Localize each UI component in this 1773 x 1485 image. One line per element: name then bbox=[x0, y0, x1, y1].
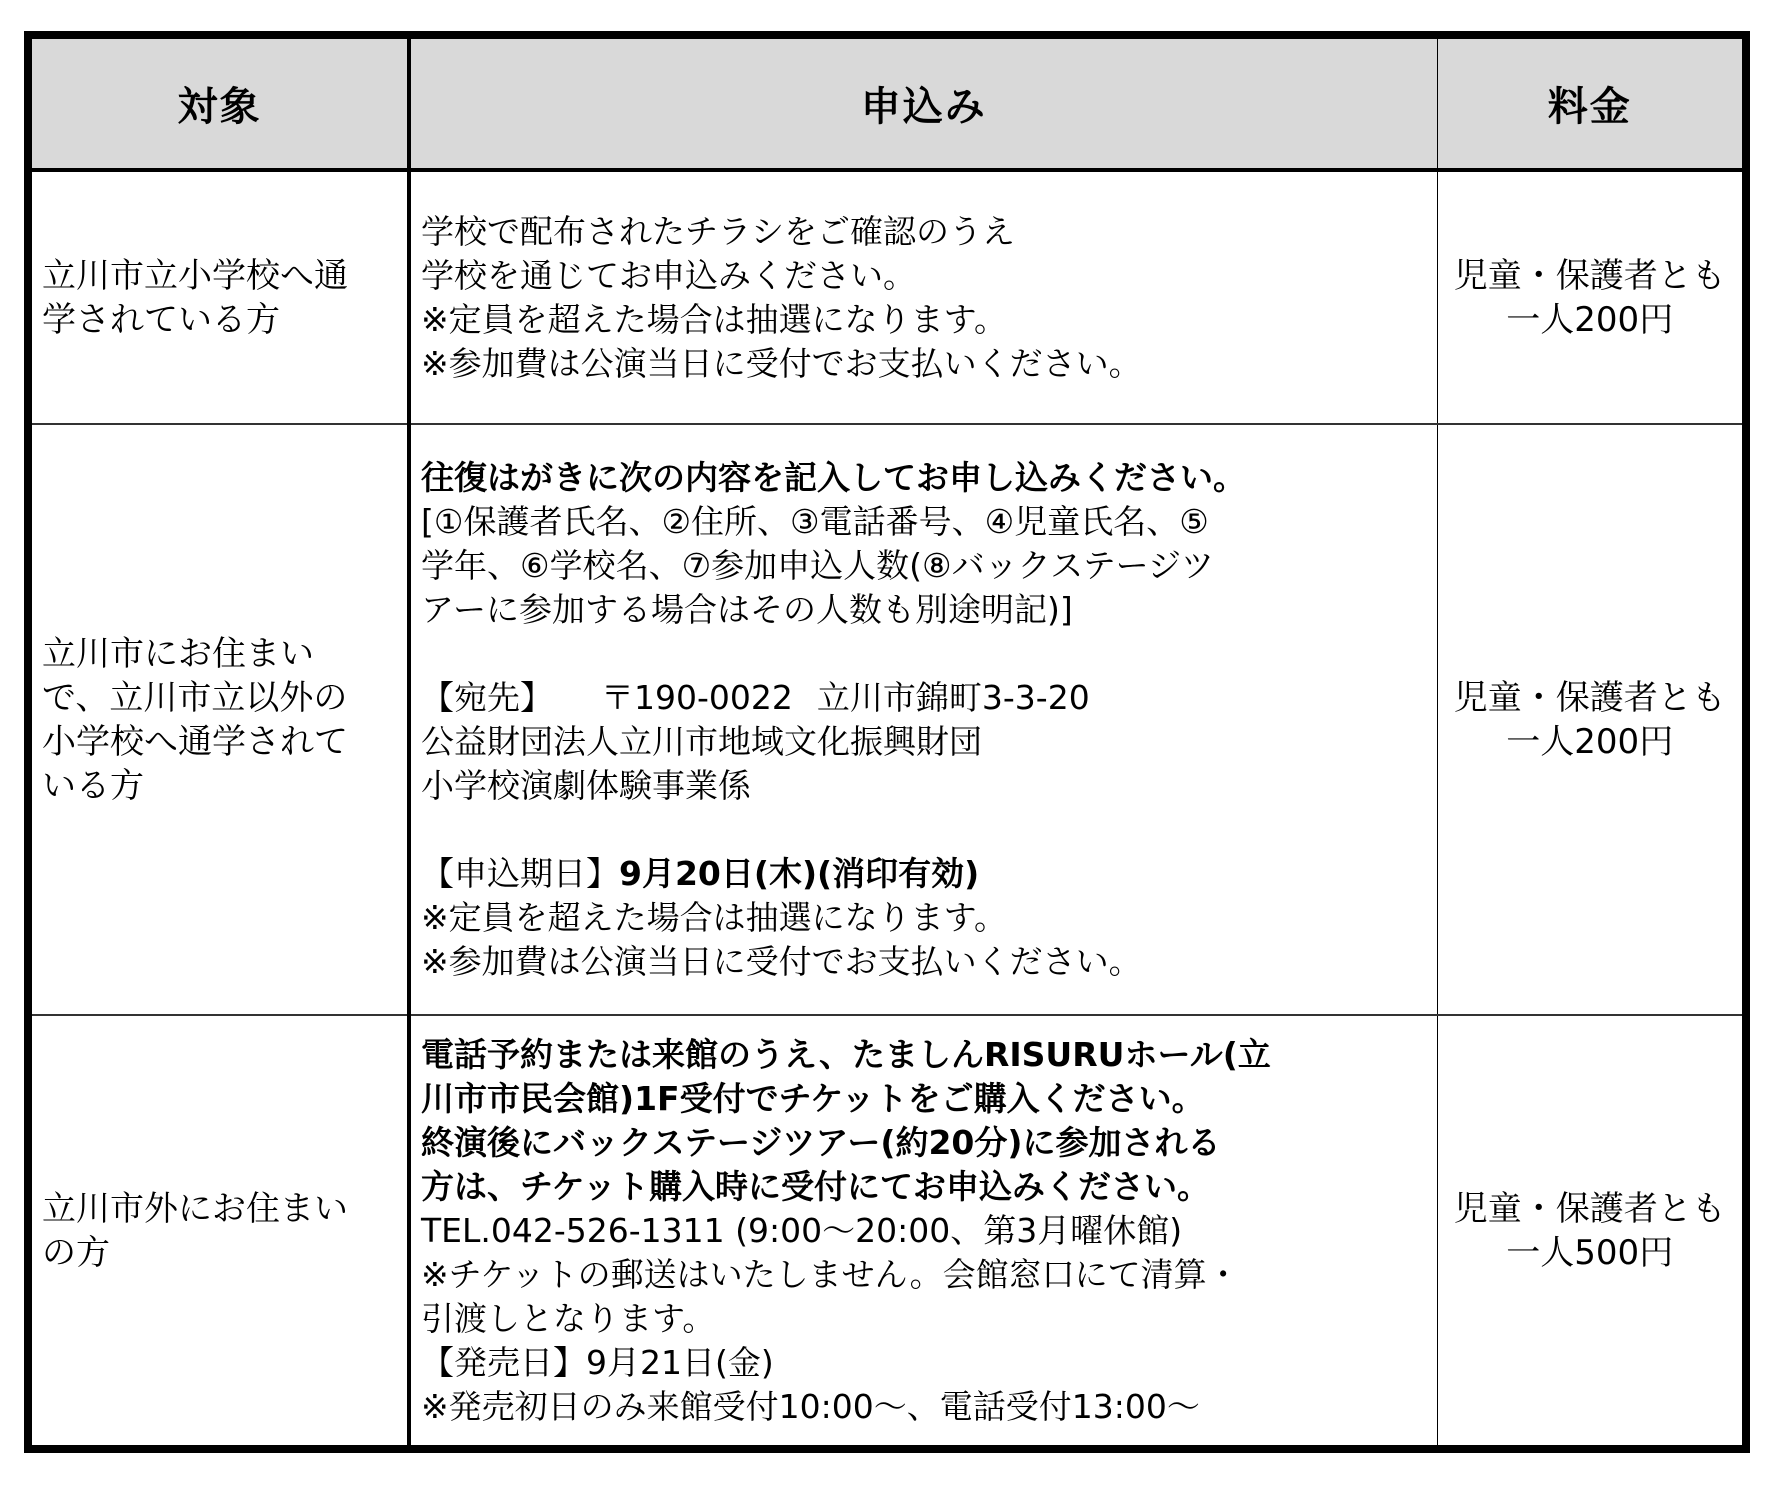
fee-cell bbox=[1437, 1015, 1742, 1445]
required-items-line: [①保護者氏名、②住所、③電話番号、④児童氏名、⑤ bbox=[421, 501, 1209, 541]
spacer bbox=[421, 808, 1433, 852]
header-row bbox=[32, 39, 1742, 170]
address-department: 小学校演劇体験事業係 bbox=[421, 765, 751, 805]
street-address: 立川市錦町3-3-20 bbox=[816, 677, 1090, 717]
deadline-value: 9月20日(木)(消印有効) bbox=[619, 853, 980, 893]
application-heading: 往復はがきに次の内容を記入してお申し込みください。 bbox=[421, 457, 1246, 497]
application-note: ※参加費は公演当日に受付でお支払いください。 bbox=[421, 941, 1142, 981]
table-row bbox=[32, 424, 1742, 1015]
header-fee: 料金 bbox=[1437, 39, 1742, 170]
application-note: ※チケットの郵送はいたしません。会館窓口にて清算・ bbox=[421, 1254, 1240, 1294]
address-label: 【宛先】 bbox=[421, 677, 553, 717]
fee-amount: 一人200円 bbox=[1506, 299, 1674, 340]
sale-date-value: 9月21日(金) bbox=[586, 1342, 774, 1382]
application-instruction: 電話予約または来館のうえ、たましんRISURUホール(立 bbox=[421, 1034, 1271, 1074]
application-text-line: 学校で配布されたチラシをご確認のうえ bbox=[421, 211, 1015, 251]
table-row bbox=[32, 170, 1742, 424]
application-note: ※定員を超えた場合は抽選になります。 bbox=[421, 299, 1008, 339]
fee-cell bbox=[1437, 424, 1742, 1015]
sale-date-line bbox=[421, 1341, 1433, 1385]
application-instruction: 川市市民会館)1F受付でチケットをご購入ください。 bbox=[421, 1078, 1205, 1118]
header-target: 対象 bbox=[32, 39, 409, 170]
target-text-line: で、立川市立以外の bbox=[42, 677, 348, 718]
target-text-line: 立川市にお住まい bbox=[42, 633, 314, 674]
target-cell bbox=[32, 1015, 409, 1445]
target-text-line: 立川市外にお住まい bbox=[42, 1188, 348, 1229]
fee-cell bbox=[1437, 170, 1742, 424]
fee-amount: 一人500円 bbox=[1506, 1232, 1674, 1273]
required-items-line: アーに参加する場合はその人数も別途明記)] bbox=[421, 589, 1073, 629]
target-text-line: いる方 bbox=[42, 765, 144, 806]
target-text-line: 学されている方 bbox=[42, 299, 280, 340]
target-text-line: の方 bbox=[42, 1232, 110, 1273]
application-info-table bbox=[32, 39, 1742, 1445]
fee-amount: 一人200円 bbox=[1506, 721, 1674, 762]
application-instruction: 方は、チケット購入時に受付にてお申込みください。 bbox=[421, 1166, 1211, 1206]
required-items-line: 学年、⑥学校名、⑦参加申込人数(⑧バックステージツ bbox=[421, 545, 1214, 585]
first-day-note: ※発売初日のみ来館受付10:00～、電話受付13:00～ bbox=[421, 1386, 1200, 1426]
sale-date-label: 【発売日】 bbox=[421, 1342, 586, 1382]
table-row bbox=[32, 1015, 1742, 1445]
fee-text-line: 児童・保護者とも bbox=[1453, 677, 1726, 718]
fee-text-line: 児童・保護者とも bbox=[1453, 255, 1726, 296]
deadline-line bbox=[421, 852, 1433, 896]
application-note: ※定員を超えた場合は抽選になります。 bbox=[421, 897, 1008, 937]
application-info-table-frame bbox=[24, 31, 1750, 1453]
application-note: ※参加費は公演当日に受付でお支払いください。 bbox=[421, 343, 1142, 383]
address-organization: 公益財団法人立川市地域文化振興財団 bbox=[421, 721, 982, 761]
address-line bbox=[421, 676, 1433, 720]
target-text-line: 小学校へ通学されて bbox=[42, 721, 348, 762]
application-instruction: 終演後にバックステージツアー(約20分)に参加される bbox=[421, 1122, 1221, 1162]
application-cell bbox=[409, 1015, 1437, 1445]
target-text-line: 立川市立小学校へ通 bbox=[42, 255, 348, 296]
spacer bbox=[421, 632, 1433, 676]
fee-text-line: 児童・保護者とも bbox=[1453, 1188, 1726, 1229]
application-cell bbox=[409, 424, 1437, 1015]
telephone-info: TEL.042-526-1311 (9:00～20:00、第3月曜休館) bbox=[421, 1210, 1183, 1250]
postal-code: 〒190-0022 bbox=[601, 677, 793, 717]
deadline-label: 【申込期日】 bbox=[421, 853, 619, 893]
target-cell bbox=[32, 170, 409, 424]
application-note: 引渡しとなります。 bbox=[421, 1298, 716, 1338]
target-cell bbox=[32, 424, 409, 1015]
header-application: 申込み bbox=[409, 39, 1437, 170]
application-cell bbox=[409, 170, 1437, 424]
application-text-line: 学校を通じてお申込みください。 bbox=[421, 255, 916, 295]
